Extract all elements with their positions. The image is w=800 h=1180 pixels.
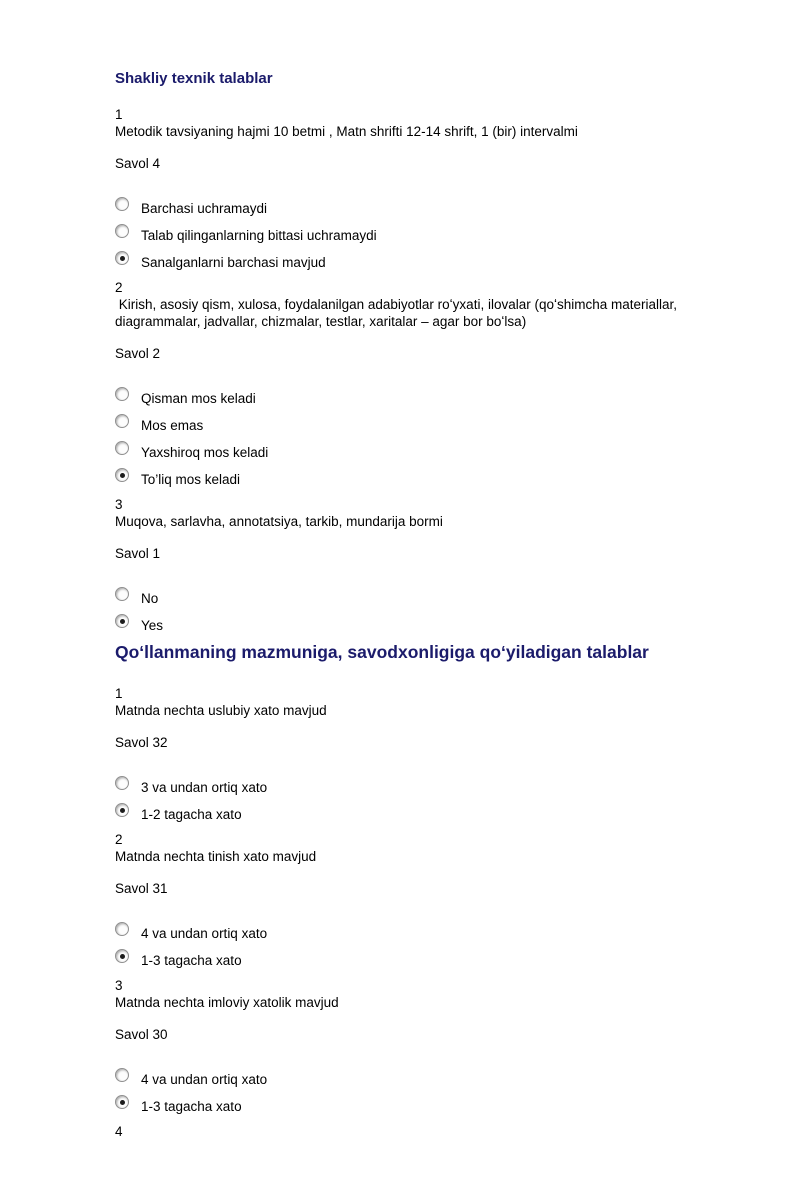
option-row [115,223,695,250]
radio-button-icon[interactable] [115,414,129,428]
option-row [115,1067,695,1094]
option-label: To’liq mos keladi [141,472,241,487]
option-row [115,467,695,494]
option-row [115,802,695,829]
option-row [115,948,695,975]
question-savol-label: Savol 30 [115,1027,168,1042]
question-number: 3 [115,497,123,512]
radio-button-icon[interactable] [115,441,129,455]
option-row [115,386,695,413]
question-savol-label: Savol 32 [115,735,168,750]
option-label: 4 va undan ortiq xato [141,1072,268,1087]
options-group [115,921,695,975]
radio-button-selected-icon[interactable] [115,803,129,817]
question-number: 1 [115,686,123,701]
question-number: 2 [115,280,123,295]
question-text: Metodik tavsiyaning hajmi 10 betmi , Matn shrifti 12-14 shrift, 1 (bir) intervalmi [115,124,578,139]
radio-button-selected-icon[interactable] [115,468,129,482]
option-label: Qisman mos keladi [141,391,256,406]
radio-button-icon[interactable] [115,224,129,238]
option-row [115,440,695,467]
option-label: 3 va undan ortiq xato [141,780,268,795]
option-row [115,586,695,613]
question-savol-label: Savol 2 [115,346,161,361]
radio-button-icon[interactable] [115,197,129,211]
option-row [115,413,695,440]
options-group [115,386,695,494]
section-heading: Qoʻllanmaning mazmuniga, savodxonligiga qoʻyiladigan talablar [115,642,649,662]
radio-button-selected-icon[interactable] [115,614,129,628]
question-number: 2 [115,832,123,847]
question-savol-label: Savol 31 [115,881,168,896]
question-text: Matnda nechta imloviy xatolik mavjud [115,995,339,1010]
trailing-question-number: 4 [115,1124,123,1139]
options-group [115,196,695,277]
question-text: Matnda nechta tinish xato mavjud [115,849,317,864]
options-group [115,1067,695,1121]
option-row [115,1094,695,1121]
section-heading: Shakliy texnik talablar [115,70,273,87]
option-row [115,921,695,948]
question-text: Muqova, sarlavha, annotatsiya, tarkib, mundarija bormi [115,514,443,529]
option-row [115,196,695,223]
option-label: Barchasi uchramaydi [141,201,268,216]
option-row [115,775,695,802]
option-label: Yes [141,618,164,633]
option-label: 1-3 tagacha xato [141,1099,242,1114]
option-label: No [141,591,159,606]
question-number: 1 [115,107,123,122]
radio-button-icon[interactable] [115,776,129,790]
radio-button-icon[interactable] [115,587,129,601]
question-number: 3 [115,978,123,993]
option-row [115,250,695,277]
question-savol-label: Savol 4 [115,156,161,171]
radio-button-selected-icon[interactable] [115,949,129,963]
question-text: Matnda nechta uslubiy xato mavjud [115,703,327,718]
radio-button-selected-icon[interactable] [115,251,129,265]
radio-button-selected-icon[interactable] [115,1095,129,1109]
option-label: Mos emas [141,418,204,433]
radio-button-icon[interactable] [115,1068,129,1082]
radio-button-icon[interactable] [115,922,129,936]
option-label: Sanalganlarni barchasi mavjud [141,255,326,270]
question-text: Kirish, asosiy qism, xulosa, foydalanilgan adabiyotlar roʻyxati, ilovalar (qoʻshimcha materiallar, diagrammalar, jadvallar, chizmalar, testlar, xaritalar – agar bor boʻlsa) [115,297,681,329]
options-group [115,586,695,640]
options-group [115,775,695,829]
option-row [115,613,695,640]
option-label: 1-3 tagacha xato [141,953,242,968]
option-label: Talab qilinganlarning bittasi uchramaydi [141,228,377,243]
question-savol-label: Savol 1 [115,546,161,561]
option-label: 1-2 tagacha xato [141,807,242,822]
option-label: 4 va undan ortiq xato [141,926,268,941]
radio-button-icon[interactable] [115,387,129,401]
option-label: Yaxshiroq mos keladi [141,445,269,460]
